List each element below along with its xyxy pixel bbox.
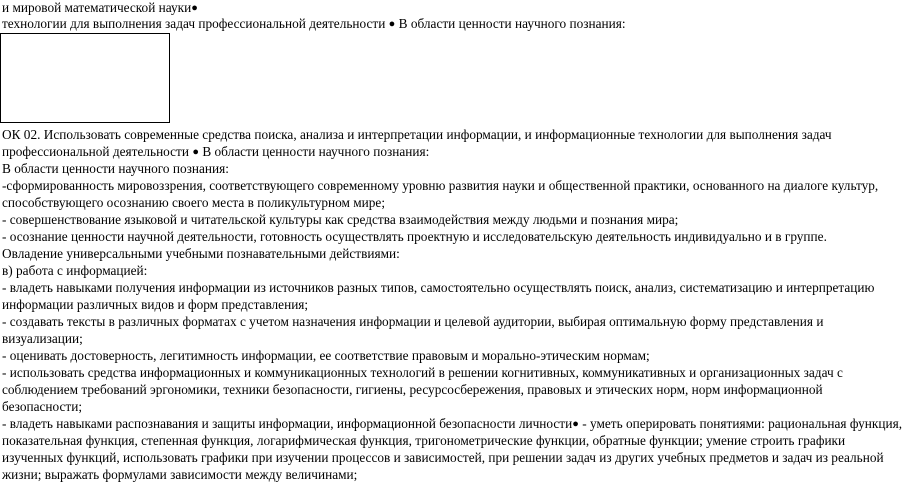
list-item-continuation: соблюдением требований эргономики, техники безопасности, гигиены, ресурсосбережения, правовых и этических норм, норм информационной — [2, 382, 823, 397]
text-line — [2, 144, 429, 161]
list-item-continuation: способствующего осознанию своего места в поликультурном мире; — [2, 195, 386, 210]
list-item-continuation: визуализации; — [2, 331, 83, 346]
text-fragment: - уметь оперировать понятиями: рациональная функция, — [582, 416, 902, 431]
section-heading: В области ценности научного познания: — [2, 161, 229, 176]
list-item: - совершенствование языковой и читательской культуры как средства взаимодействия между людьми и познания мира; — [2, 212, 679, 227]
text-fragment: ОК 02. Использовать современные средства поиска, анализа и интерпретации информации, и информационные технологии для выполнения задач — [2, 127, 832, 142]
list-item: - использовать средства информационных и коммуникационных технологий в решении когнитивных, коммуникативных и организационных задач с — [2, 365, 843, 380]
list-item-continuation: изученных функций, использовать графики при изучении процессов и зависимостей, при решении задач из других учебных предметов и задач из реальной — [2, 450, 884, 465]
subsection-heading: в) работа с информацией: — [2, 263, 148, 278]
bullet-icon: ● — [388, 18, 396, 30]
text-fragment: профессиональной деятельности — [2, 144, 189, 159]
bullet-icon: ● — [191, 2, 198, 14]
list-item-continuation: показательная функция, степенная функция, логарифмическая функция, тригонометрические функции, обратные функции; умение строить графики — [2, 433, 846, 448]
text-fragment: технологии для выполнения задач профессиональной деятельности — [2, 16, 386, 31]
list-item — [2, 416, 902, 433]
list-item: - оценивать достоверность, легитимность информации, ее соответствие правовым и морально-этическим нормам; — [2, 348, 650, 363]
ok02-title-line — [2, 127, 832, 144]
list-item: -сформированность мировоззрения, соответствующего современному уровню развития науки и общественной практики, основанного на диалоге культур, — [2, 178, 879, 193]
section-heading: Овладение универсальными учебными познавательными действиями: — [2, 246, 400, 261]
text-fragment: В области ценности научного познания: — [202, 144, 430, 159]
list-item: - создавать тексты в различных форматах с учетом назначения информации и целевой аудитории, выбирая оптимальную форму представления и — [2, 314, 824, 329]
list-item: - осознание ценности научной деятельности, готовность осуществлять проектную и исследовательскую деятельность индивидуально и в группе. — [2, 229, 827, 244]
text-line — [2, 0, 198, 17]
list-item-continuation: безопасности; — [2, 399, 83, 414]
bullet-icon: ● — [572, 418, 579, 430]
text-fragment: и мировой математической науки — [2, 0, 192, 15]
list-item-continuation: информации различных видов и форм представления; — [2, 297, 309, 312]
text-line — [2, 16, 626, 33]
text-fragment: В области ценности научного познания: — [398, 16, 626, 31]
empty-image-frame — [0, 33, 170, 123]
text-fragment: - владеть навыками распознавания и защиты информации, информационной безопасности личности — [2, 416, 573, 431]
list-item: - владеть навыками получения информации из источников разных типов, самостоятельно осуществлять поиск, анализ, систематизацию и интерпретацию — [2, 280, 875, 295]
list-item-continuation: жизни; выражать формулами зависимости между величинами; — [2, 467, 358, 482]
bullet-icon: ● — [192, 146, 199, 158]
